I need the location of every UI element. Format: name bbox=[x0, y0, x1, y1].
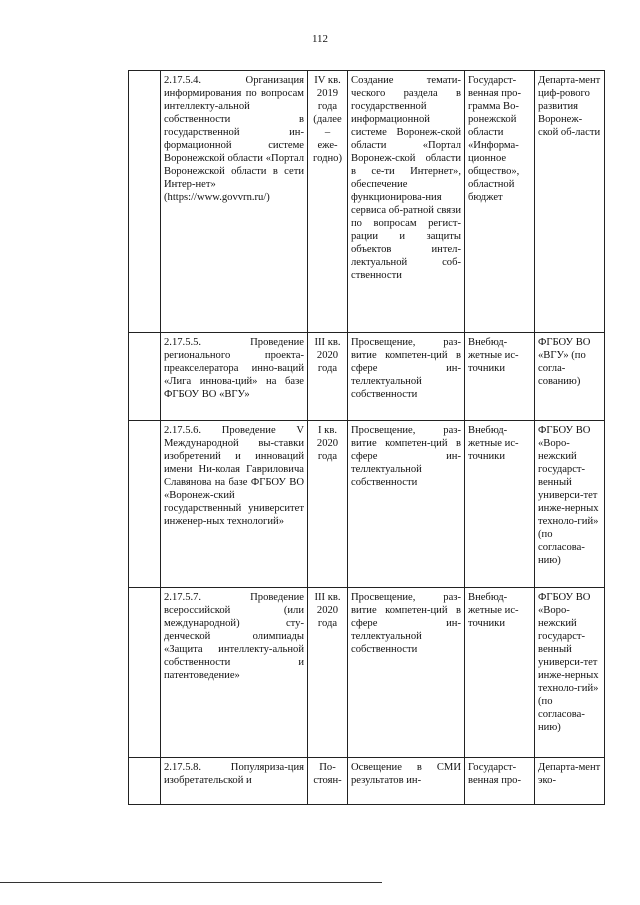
result-cell: Просвещение, раз-витие компетен-ций в сфере ин-теллектуальной собственности bbox=[348, 421, 465, 588]
item-cell: 2.17.5.6. Проведение V Международной вы-ставки изобретений и инноваций имени Ни-колая Гавриловича Славянова на базе ФГБОУ ВО «Воронеж-ский государственный университет инженер-ных технологий» bbox=[161, 421, 308, 588]
result-cell: Просвещение, раз-витие компетен-ций в сфере ин-теллектуальной собственности bbox=[348, 588, 465, 758]
row-index-cell bbox=[129, 71, 161, 333]
row-index-cell bbox=[129, 421, 161, 588]
item-cell: 2.17.5.7. Проведение всероссийской (или международной) сту-денческой олимпиады «Защита интеллекту-альной собственности и патентоведение» bbox=[161, 588, 308, 758]
item-cell: 2.17.5.5. Проведение регионального проекта-преакселератора инно-ваций «Лига иннова-ций» на базе ФГБОУ ВО «ВГУ» bbox=[161, 333, 308, 421]
table-row bbox=[129, 333, 605, 421]
executor-cell: ФГБОУ ВО «ВГУ» (по согла-сованию) bbox=[535, 333, 605, 421]
row-index-cell bbox=[129, 758, 161, 805]
executor-cell: Департа-мент эко- bbox=[535, 758, 605, 805]
item-cell: 2.17.5.8. Популяриза-ция изобретательской и bbox=[161, 758, 308, 805]
funding-source-cell: Внебюд-жетные ис-точники bbox=[465, 421, 535, 588]
item-cell: 2.17.5.4. Организация информирования по вопросам интеллекту-альной собственности в государственной ин-формационной системе Воронежской области «Портал Воронежской области в сети Интер-нет» (https://www.govvrn.ru/) bbox=[161, 71, 308, 333]
funding-source-cell: Внебюд-жетные ис-точники bbox=[465, 333, 535, 421]
activity-table bbox=[128, 70, 605, 805]
executor-cell: ФГБОУ ВО «Воро-нежский государст-венный универси-тет инже-нерных техноло-гий» (по согласова-нию) bbox=[535, 421, 605, 588]
executor-cell: Департа-мент циф-рового развития Воронеж-ской об-ласти bbox=[535, 71, 605, 333]
funding-source-cell: Внебюд-жетные ис-точники bbox=[465, 588, 535, 758]
row-index-cell bbox=[129, 333, 161, 421]
funding-source-cell: Государст-венная про- bbox=[465, 758, 535, 805]
funding-source-cell: Государст-венная про-грамма Во-ронежской области «Информа-ционное общество», областной бюджет bbox=[465, 71, 535, 333]
result-cell: Создание темати-ческого раздела в государственной информационной системе Воронеж-ской области «Портал Воронеж-ской области в се-ти Интернет», обеспечение функционирова-ния сервиса об-ратной связи по вопросам регист-рации и защиты объектов интел-лектуальной соб-ственности bbox=[348, 71, 465, 333]
period-cell: III кв. 2020 года bbox=[308, 333, 348, 421]
period-cell: По- стоян- bbox=[308, 758, 348, 805]
period-cell: IV кв. 2019 года (далее – еже- годно) bbox=[308, 71, 348, 333]
result-cell: Освещение в СМИ результатов ин- bbox=[348, 758, 465, 805]
page-number: 112 bbox=[311, 33, 329, 45]
period-cell: I кв. 2020 года bbox=[308, 421, 348, 588]
row-index-cell bbox=[129, 588, 161, 758]
table-row bbox=[129, 71, 605, 333]
footnote-divider bbox=[0, 882, 382, 883]
table-row bbox=[129, 588, 605, 758]
executor-cell: ФГБОУ ВО «Воро-нежский государст-венный универси-тет инже-нерных техноло-гий» (по согласова-нию) bbox=[535, 588, 605, 758]
result-cell: Просвещение, раз-витие компетен-ций в сфере ин-теллектуальной собственности bbox=[348, 333, 465, 421]
table-row bbox=[129, 758, 605, 805]
period-cell: III кв. 2020 года bbox=[308, 588, 348, 758]
table-row bbox=[129, 421, 605, 588]
